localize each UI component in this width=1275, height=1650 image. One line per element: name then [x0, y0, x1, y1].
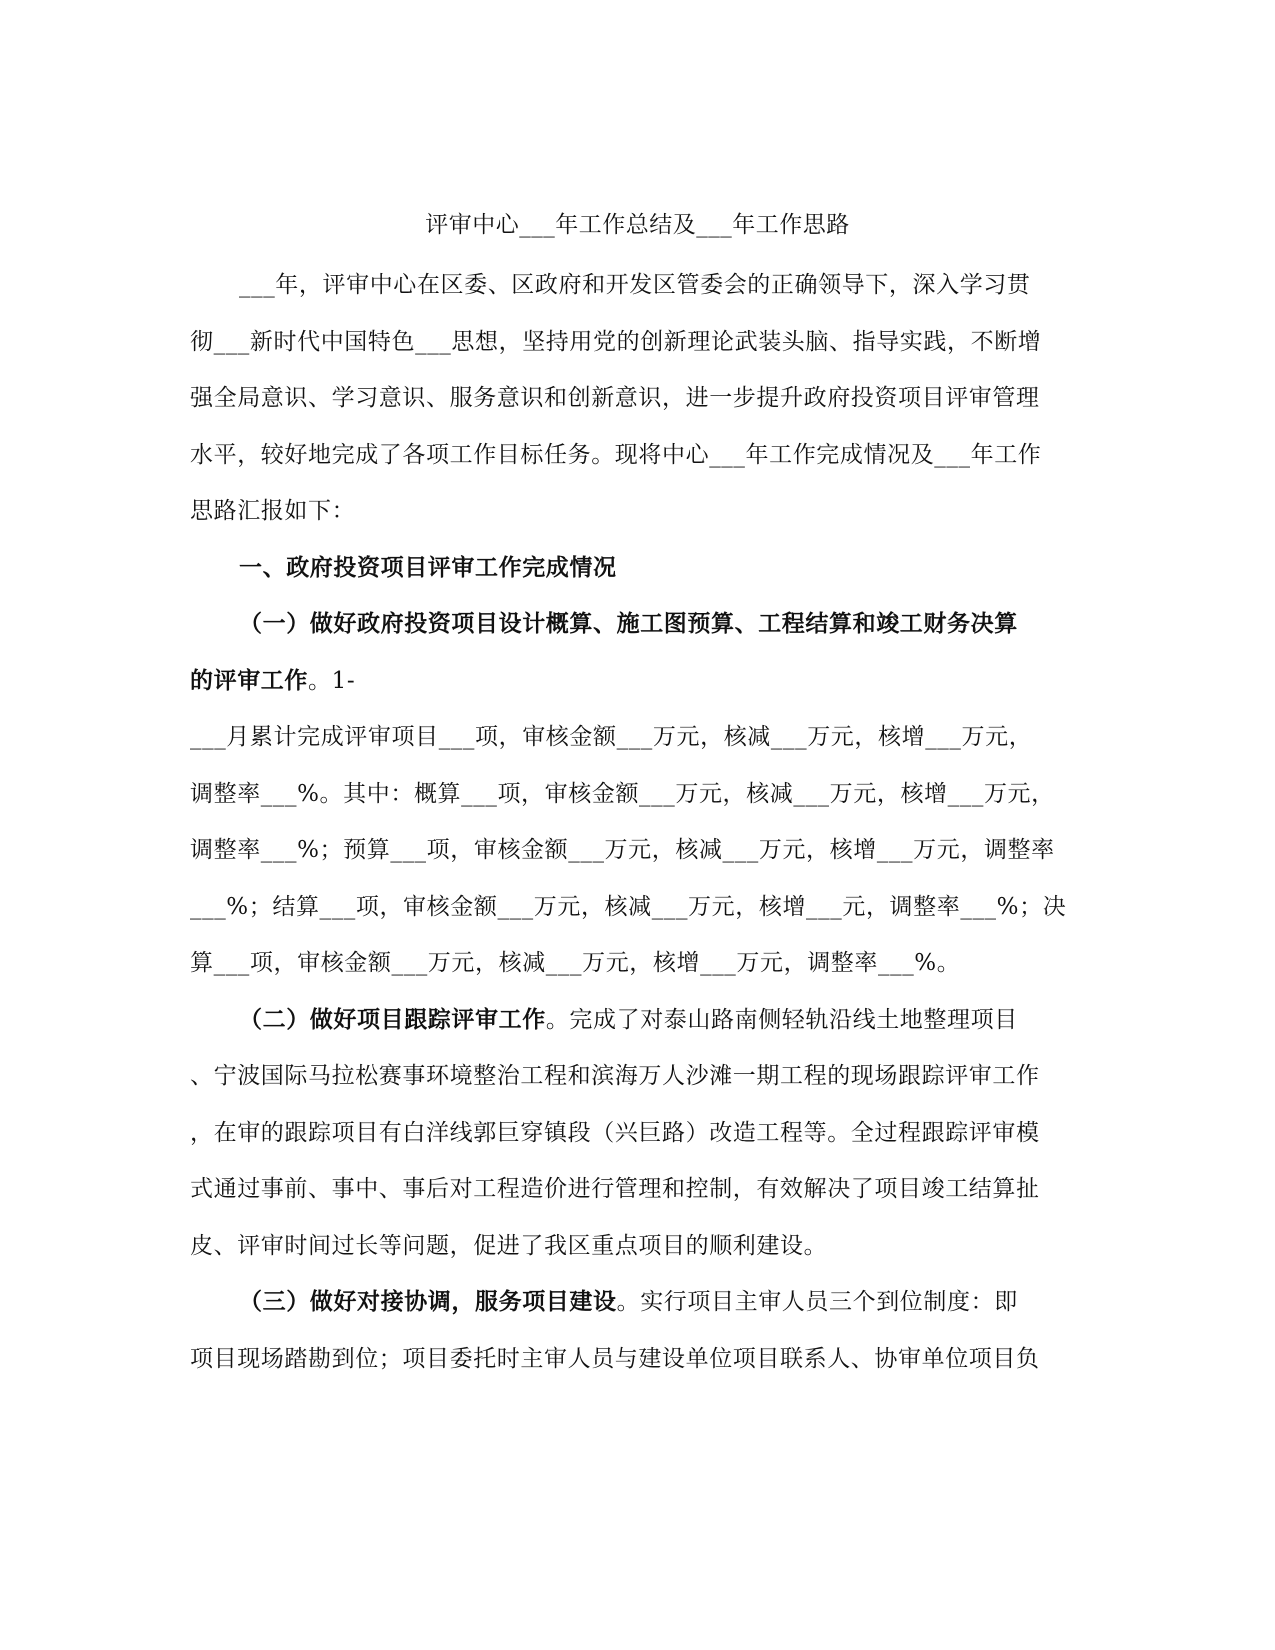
intro-line-5: 思路汇报如下：	[190, 498, 356, 524]
subsection-1-line-1: ___月累计完成评审项目___项，审核金额___万元，核减___万元，核增___万元，	[190, 724, 1033, 750]
subsection-2-line-5: 皮、评审时间过长等问题，促进了我区重点项目的顺利建设。	[190, 1233, 828, 1259]
intro-line-4: 水平，较好地完成了各项工作目标任务。现将中心___年工作完成情况及___年工作	[190, 442, 1042, 468]
subsection-2-line-1	[239, 1005, 1018, 1035]
subsection-2-line-3: ，在审的跟踪项目有白洋线郭巨穿镇段（兴巨路）改造工程等。全过程跟踪评审模	[190, 1120, 1040, 1146]
intro-line-2: 彻___新时代中国特色___思想，坚持用党的创新理论武装头脑、指导实践，不断增	[190, 329, 1042, 355]
subsection-1-heading-line-2	[190, 666, 355, 696]
subsection-1-heading: （一）做好政府投资项目设计概算、施工图预算、工程结算和竣工财务决算	[239, 610, 1018, 637]
subsection-2-heading: （二）做好项目跟踪评审工作	[239, 1006, 546, 1033]
subsection-1-heading-tail: 的评审工作	[190, 667, 308, 694]
subsection-3-line-1-rest: 。实行项目主审人员三个到位制度：即	[616, 1289, 1018, 1315]
intro-line-3: 强全局意识、学习意识、服务意识和创新意识，进一步提升政府投资项目评审管理	[190, 385, 1040, 411]
section-heading-1: 一、政府投资项目评审工作完成情况	[239, 554, 617, 581]
subsection-1-heading-rest: 。1-	[308, 668, 356, 694]
subsection-3-heading: （三）做好对接协调，服务项目建设	[239, 1288, 617, 1315]
subsection-2-line-1-rest: 。完成了对泰山路南侧轻轨沿线土地整理项目	[545, 1007, 1018, 1033]
subsection-2-line-2: 、宁波国际马拉松赛事环境整治工程和滨海万人沙滩一期工程的现场跟踪评审工作	[190, 1063, 1040, 1089]
intro-line-1: ___年，评审中心在区委、区政府和开发区管委会的正确领导下，深入学习贯	[239, 272, 1031, 298]
subsection-1-line-2: 调整率___%。其中：概算___项，审核金额___万元，核减___万元，核增___万元，	[190, 781, 1055, 807]
subsection-2-line-4: 式通过事前、事中、事后对工程造价进行管理和控制，有效解决了项目竣工结算扯	[190, 1176, 1040, 1202]
subsection-3-line-2: 项目现场踏勘到位；项目委托时主审人员与建设单位项目联系人、协审单位项目负	[190, 1346, 1040, 1372]
subsection-1-line-4: ___%；结算___项，审核金额___万元，核减___万元，核增___元，调整率___%；决	[190, 894, 1067, 920]
subsection-1-line-5: 算___项，审核金额___万元，核减___万元，核增___万元，调整率___%。	[190, 950, 961, 976]
document-title: 评审中心___年工作总结及___年工作思路	[425, 212, 850, 238]
subsection-1-line-3: 调整率___%；预算___项，审核金额___万元，核减___万元，核增___万元，调整率	[190, 837, 1055, 863]
subsection-3-line-1	[239, 1287, 1018, 1317]
